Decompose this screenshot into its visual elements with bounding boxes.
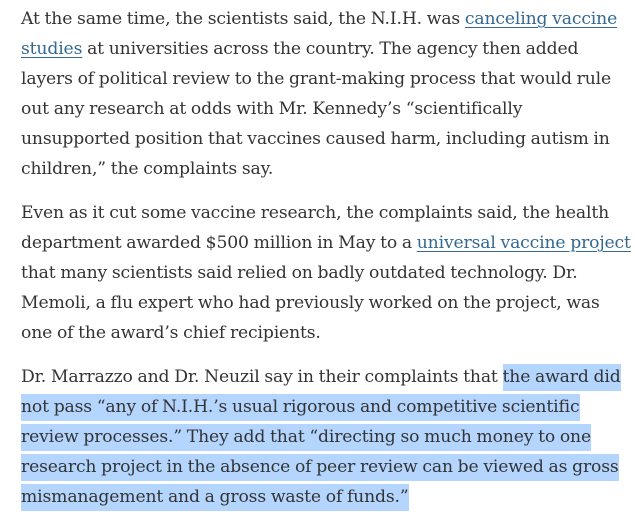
paragraph-1-text-end: at universities across the country. The agency then added layers of political review to the grant-making process that would rule out any research at odds with Mr. Kennedy’s “scientifically unsupported position that vaccines caused harm, including autism in children,” the complaints say. — [21, 39, 611, 179]
paragraph-1 — [21, 4, 631, 184]
canceling-vaccine-studies-link[interactable]: canceling vaccine studies — [21, 9, 618, 59]
paragraph-2-text-start: Even as it cut some vaccine research, the complaints said, the health department awarded $500 million in May to a — [21, 203, 610, 253]
paragraph-3 — [21, 362, 631, 512]
paragraph-1-text-start: At the same time, the scientists said, the N.I.H. was — [21, 9, 465, 29]
paragraph-2 — [21, 198, 631, 348]
paragraph-3-text-start: Dr. Marrazzo and Dr. Neuzil say in their complaints that — [21, 367, 503, 387]
universal-vaccine-project-link[interactable]: universal vaccine project — [416, 233, 631, 253]
paragraph-2-text-end: that many scientists said relied on badly outdated technology. Dr. Memoli, a flu expert who had previously worked on the project, was one of the award’s chief recipients. — [21, 263, 600, 343]
selected-text[interactable]: the award did not pass “any of N.I.H.’s usual rigorous and competitive scientific review processes.” They add that “directing so much money to one research project in the absence of peer review can be viewed as gross mismanagement and a gross waste of funds.” — [21, 364, 621, 511]
